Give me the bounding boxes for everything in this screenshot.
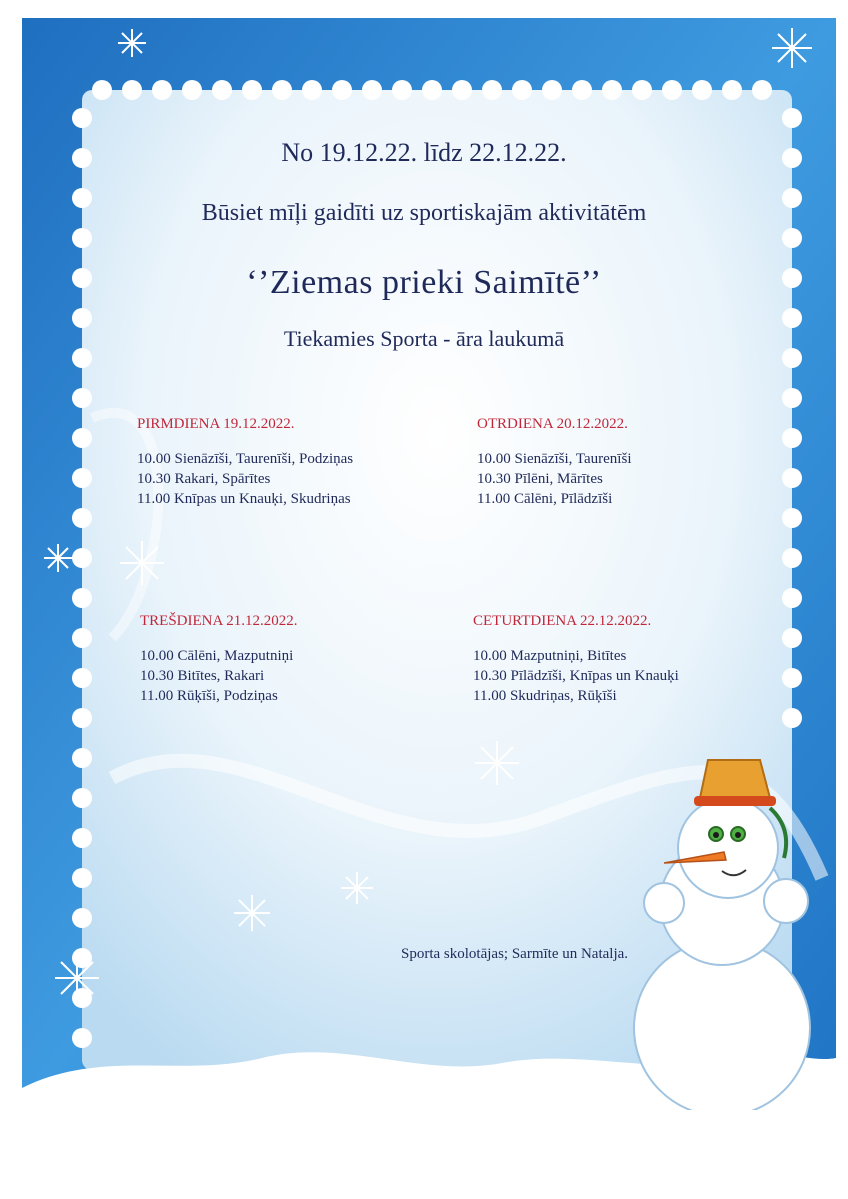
day-block-wednesday: [140, 613, 298, 706]
schedule-line: 11.00 Rūķīši, Podziņas: [140, 688, 278, 704]
schedule-line: 10.00 Sienāzīši, Taurenīši: [477, 451, 632, 467]
schedule-line: 11.00 Cālēni, Pīlādzīši: [477, 491, 613, 507]
day-title: TREŠDIENA 21.12.2022.: [140, 613, 298, 629]
date-range: No 19.12.22. līdz 22.12.22.: [281, 138, 567, 167]
schedule-line: 10.30 Rakari, Spārītes: [137, 471, 271, 487]
schedule-line: 10.00 Mazputniņi, Bitītes: [473, 648, 627, 664]
schedule-line: 10.30 Bitītes, Rakari: [140, 668, 265, 684]
welcome-line: Būsiet mīļi gaidīti uz sportiskajām aktivitātēm: [201, 200, 647, 226]
day-title: PIRMDIENA 19.12.2022.: [137, 416, 295, 432]
day-block-tuesday: [477, 416, 631, 509]
bucket-hat: [700, 760, 770, 798]
schedule-line: 11.00 Skudriņas, Rūķīši: [473, 688, 617, 704]
schedule-line: 10.00 Cālēni, Mazputniņi: [140, 648, 294, 664]
schedule-line: 11.00 Knīpas un Knauķi, Skudriņas: [137, 491, 351, 507]
meeting-place: Tiekamies Sporta - āra laukumā: [283, 326, 565, 351]
schedule-line: 10.30 Pīlēni, Mārītes: [477, 471, 603, 487]
winter-poster: [22, 18, 836, 1110]
schedule-line: 10.30 Pīlādzīši, Knīpas un Knauķi: [473, 668, 679, 684]
teacher-signature: Sporta skolotājas; Sarmīte un Natalja.: [401, 946, 629, 962]
day-title: OTRDIENA 20.12.2022.: [477, 416, 628, 432]
day-block-thursday: [473, 613, 679, 706]
day-title: CETURTDIENA 22.12.2022.: [473, 613, 652, 629]
event-title: ‘’Ziemas prieki Saimītē’’: [246, 264, 602, 301]
schedule-line: 10.00 Sienāzīši, Taurenīši, Podziņas: [137, 451, 354, 467]
day-block-monday: [137, 416, 353, 509]
